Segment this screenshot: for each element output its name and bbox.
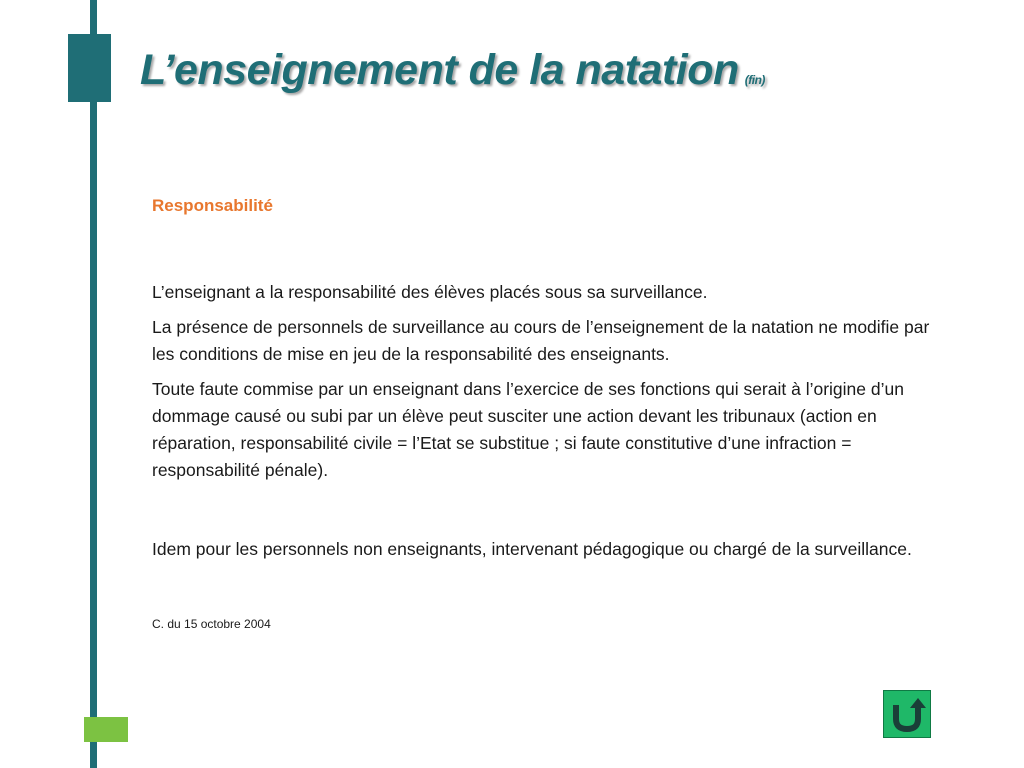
slide-title-text: L’enseignement de la natation bbox=[140, 46, 739, 94]
return-button[interactable] bbox=[883, 690, 931, 738]
paragraph-1: L’enseignant a la responsabilité des élèves placés sous sa surveillance. bbox=[152, 282, 708, 302]
paragraph-2: La présence de personnels de surveillance au cours de l’enseignement de la natation ne modifie par les conditions de mise en jeu de la responsabilité des enseignants. bbox=[152, 317, 930, 364]
u-turn-return-icon bbox=[884, 691, 930, 737]
slide-title-suffix: (fin) bbox=[744, 73, 765, 87]
slide-title bbox=[140, 46, 765, 95]
paragraph-4: Idem pour les personnels non enseignants, intervenant pédagogique ou chargé de la surveillance. bbox=[152, 539, 912, 559]
paragraph-3: Toute faute commise par un enseignant dans l’exercice de ses fonctions qui serait à l’origine d’un dommage causé ou subi par un élève peut susciter une action devant les tribunaux (action en réparation, responsabilité civile = l’Etat se substitue ; si faute constitutive d’une infraction = responsabilité pénale). bbox=[152, 379, 904, 480]
footer-accent-block bbox=[84, 717, 128, 742]
slide-content bbox=[152, 192, 932, 650]
title-accent-block bbox=[68, 34, 111, 102]
section-heading: Responsabilité bbox=[152, 196, 273, 215]
vertical-accent-bar bbox=[90, 0, 97, 768]
reference-note: C. du 15 octobre 2004 bbox=[152, 617, 271, 631]
